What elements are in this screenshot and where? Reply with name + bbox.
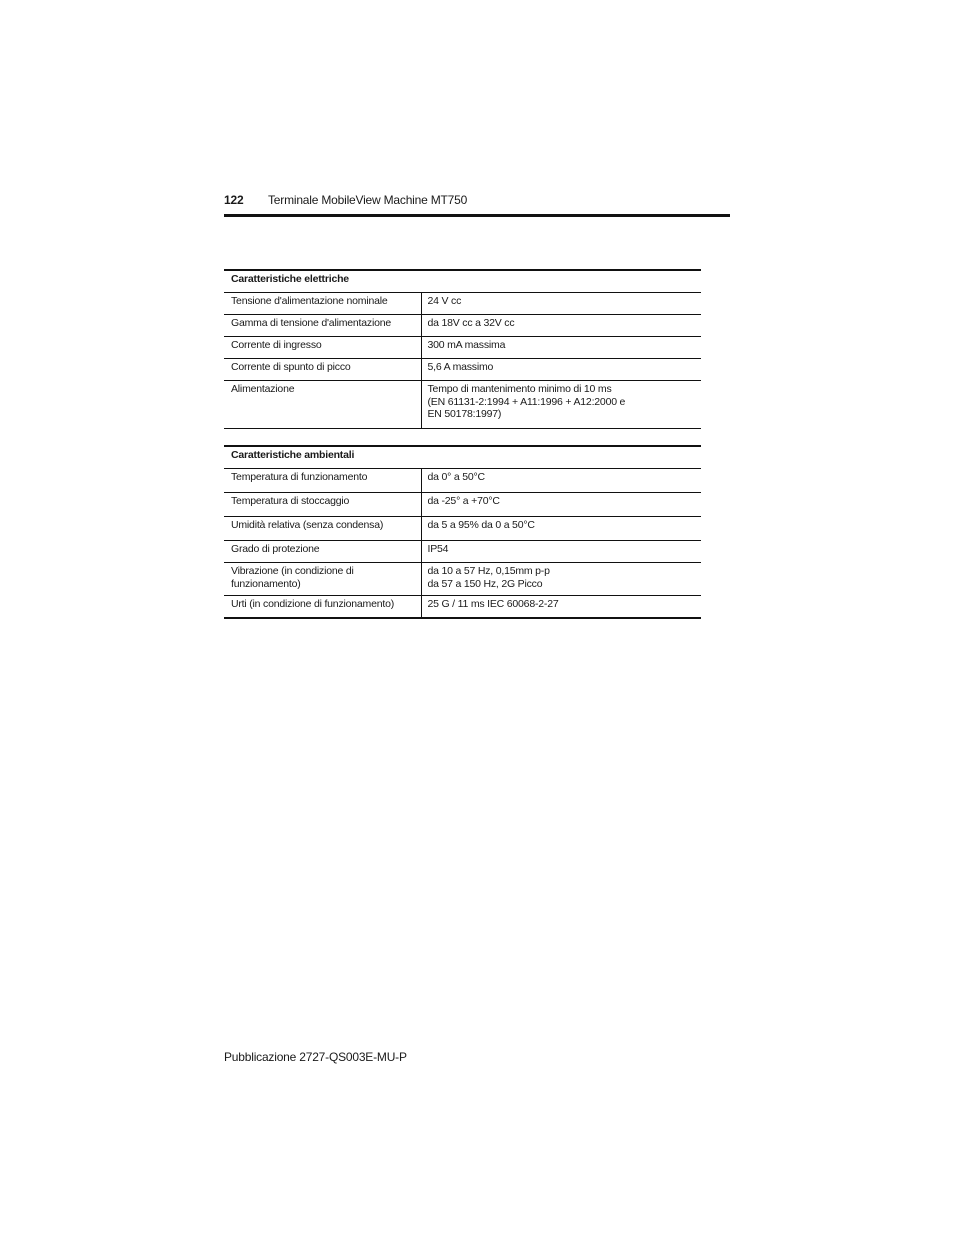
electrical-specs-table [224, 269, 701, 429]
spec-label: Umidità relativa (senza condensa) [224, 517, 421, 541]
publication-footer: Pubblicazione 2727-QS003E-MU-P [224, 1050, 407, 1064]
table-row [224, 541, 701, 563]
table-row [224, 293, 701, 315]
spec-label: Temperatura di stoccaggio [224, 493, 421, 517]
document-title: Terminale MobileView Machine MT750 [268, 193, 468, 207]
spec-label [224, 563, 421, 596]
table-row [224, 493, 701, 517]
spec-value-line: EN 50178:1997) [427, 408, 502, 420]
spec-value: IP54 [421, 541, 701, 563]
header-divider [224, 214, 730, 217]
table-row [224, 596, 701, 619]
table-row [224, 517, 701, 541]
table-row [224, 315, 701, 337]
spec-label-line: funzionamento) [231, 577, 301, 590]
table-row [224, 359, 701, 381]
spec-label: Temperatura di funzionamento [224, 469, 421, 493]
page-number: 122 [224, 193, 244, 207]
spec-value-line: da 10 a 57 Hz, 0,15mm p-p [427, 565, 550, 577]
spec-label: Urti (in condizione di funzionamento) [224, 596, 421, 619]
table-row [224, 337, 701, 359]
spec-value-line: (EN 61131-2:1994 + A11:1996 + A12:2000 e [427, 395, 626, 408]
spec-value: da 18V cc a 32V cc [421, 315, 701, 337]
spec-label: Gamma di tensione d'alimentazione [224, 315, 421, 337]
spec-label: Tensione d'alimentazione nominale [224, 293, 421, 315]
spec-value: da 5 a 95% da 0 a 50°C [421, 517, 701, 541]
spec-value: 300 mA massima [421, 337, 701, 359]
spec-value: 5,6 A massimo [421, 359, 701, 381]
spec-label: Grado di protezione [224, 541, 421, 563]
table-row [224, 563, 701, 596]
spec-label: Corrente di ingresso [224, 337, 421, 359]
table-row [224, 469, 701, 493]
page-header [224, 193, 730, 209]
spec-value [421, 563, 701, 596]
environmental-specs-table [224, 445, 701, 619]
spec-label-line: Vibrazione (in condizione di [231, 565, 354, 577]
spec-label: Alimentazione [224, 381, 421, 429]
table-row [224, 381, 701, 429]
spec-value: 25 G / 11 ms IEC 60068-2-27 [421, 596, 701, 619]
table-title: Caratteristiche ambientali [224, 446, 701, 469]
spec-value-line: Tempo di mantenimento minimo di 10 ms [427, 383, 612, 395]
table-title: Caratteristiche elettriche [224, 270, 701, 293]
spec-value: da -25° a +70°C [421, 493, 701, 517]
spec-label: Corrente di spunto di picco [224, 359, 421, 381]
spec-value-line: da 57 a 150 Hz, 2G Picco [427, 577, 543, 590]
spec-value: da 0° a 50°C [421, 469, 701, 493]
spec-value: 24 V cc [421, 293, 701, 315]
spec-value [421, 381, 701, 429]
